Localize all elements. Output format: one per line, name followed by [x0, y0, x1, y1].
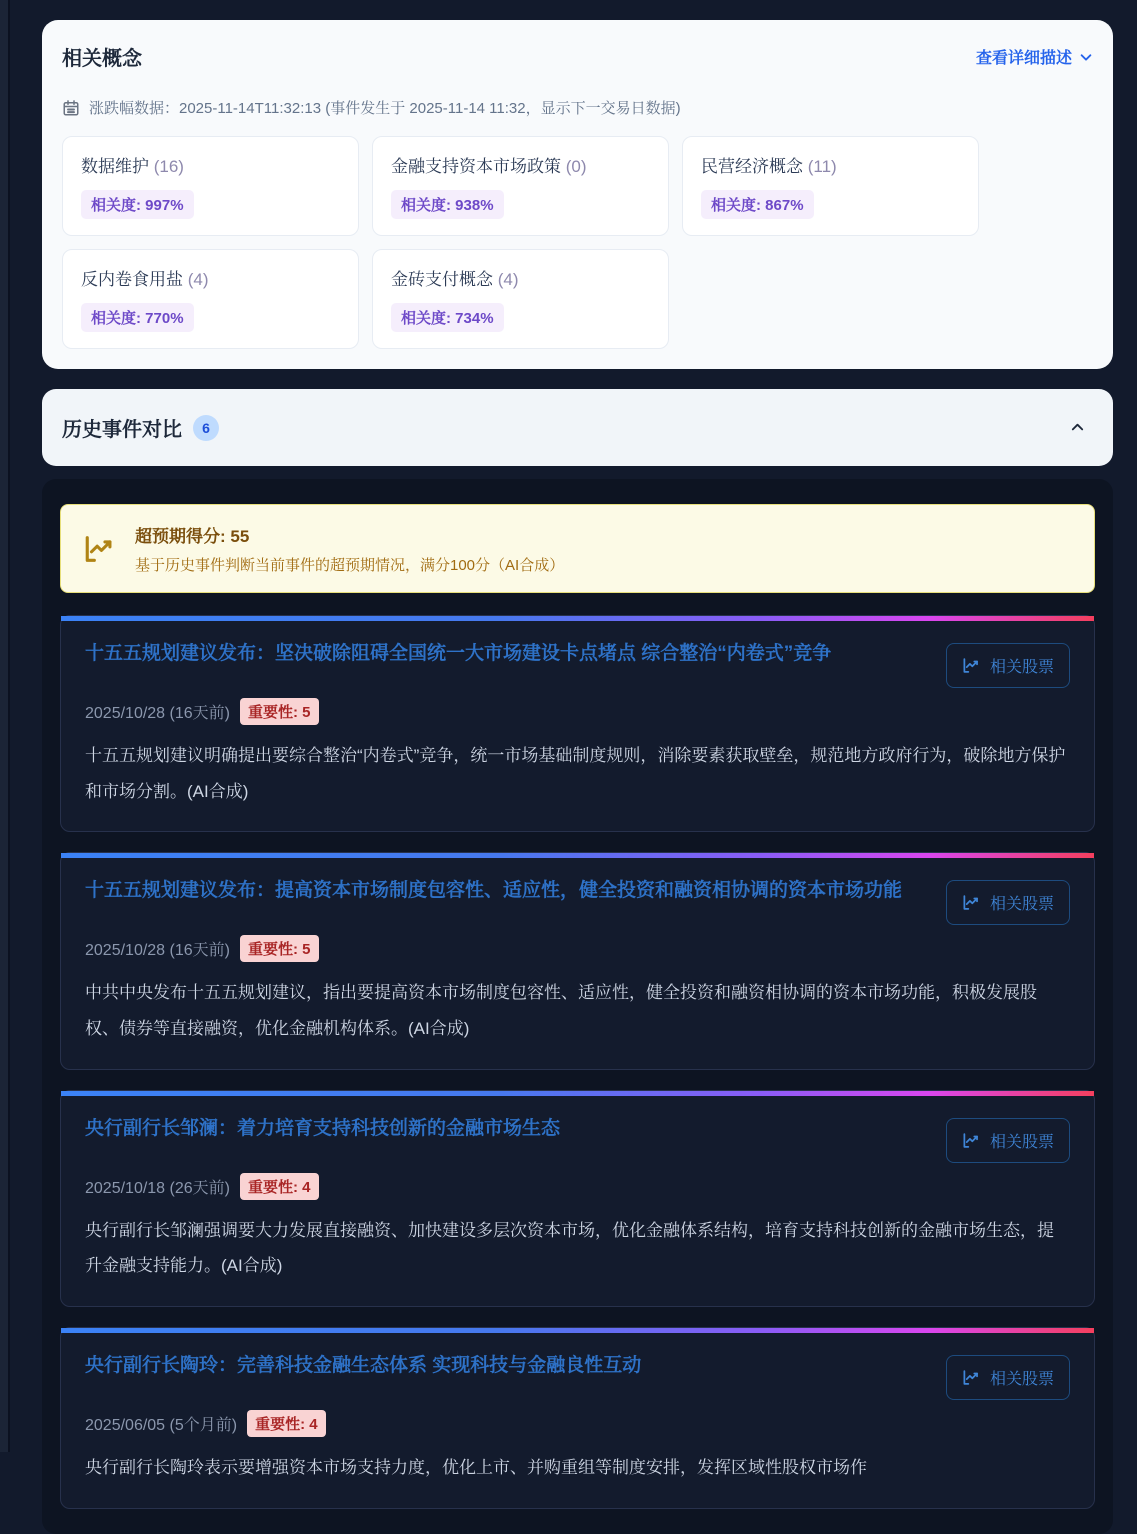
chevron-up-icon[interactable] [1070, 420, 1085, 435]
score-subtitle: 基于历史事件判断当前事件的超预期情况，满分100分（AI合成） [135, 557, 565, 574]
concept-name: 金融支持资本市场政策 [391, 157, 566, 176]
relevance-badge: 相关度: 867% [701, 190, 814, 219]
event-date: 2025/10/28 (16天前) [85, 705, 230, 722]
chart-line-icon [962, 1131, 981, 1150]
main-content [42, 0, 1113, 1534]
related-stocks-button-label: 相关股票 [989, 659, 1054, 676]
history-title: 历史事件对比 [62, 419, 182, 441]
importance-badge: 重要性: 4 [247, 1410, 326, 1437]
concept-count: (16) [153, 157, 184, 176]
importance-badge: 重要性: 4 [240, 1173, 319, 1200]
related-stocks-button[interactable] [946, 1355, 1070, 1400]
event-description: 央行副行长陶玲表示要增强资本市场支持力度，优化上市、并购重组等制度安排，发挥区域性股权市场作 [85, 1458, 867, 1478]
event-description: 中共中央发布十五五规划建议，指出要提高资本市场制度包容性、适应性，健全投资和融资相协调的资本市场功能，积极发展股权、债券等直接融资，优化金融机构体系。(AI合成) [85, 983, 1037, 1039]
concept-name: 数据维护 [81, 157, 154, 176]
related-concepts-title: 相关概念 [62, 48, 142, 70]
relevance-badge: 相关度: 770% [81, 303, 194, 332]
concept-card[interactable] [62, 249, 359, 349]
event-description: 十五五规划建议明确提出要综合整治“内卷式”竞争，统一市场基础制度规则，消除要素获取壁垒，规范地方政府行为，破除地方保护和市场分割。(AI合成) [85, 746, 1066, 801]
history-events-container [42, 479, 1113, 1534]
event-date: 2025/06/05 (5个月前) [85, 1417, 238, 1435]
related-stocks-button[interactable] [946, 880, 1070, 925]
view-detail-link-label: 查看详细描述 [975, 50, 1072, 67]
concept-card[interactable] [372, 136, 669, 236]
concept-name: 反内卷食用盐 [81, 270, 188, 289]
event-date: 2025/10/18 (26天前) [85, 1179, 230, 1197]
event-title[interactable]: 十五五规划建议发布：坚决破除阻碍全国统一大市场建设卡点堵点 综合整治“内卷式”竞争 [85, 643, 832, 664]
related-stocks-button-label: 相关股票 [989, 1133, 1054, 1151]
view-detail-link[interactable] [976, 45, 1093, 68]
chart-line-icon [962, 1368, 981, 1387]
event-description: 央行副行长邹澜强调要大力发展直接融资、加快建设多层次资本市场，优化金融体系结构，培育支持科技创新的金融市场生态，提升金融支持能力。(AI合成) [85, 1220, 1054, 1276]
concept-card[interactable] [372, 249, 669, 349]
relevance-badge: 相关度: 734% [391, 303, 504, 332]
history-count-badge: 6 [193, 415, 219, 441]
event-title[interactable]: 十五五规划建议发布：提高资本市场制度包容性、适应性，健全投资和融资相协调的资本市场功能 [85, 880, 903, 902]
concept-count: (0) [565, 157, 587, 176]
score-title: 超预期得分: 55 [135, 527, 250, 546]
related-stocks-button[interactable] [946, 1118, 1070, 1163]
relevance-badge: 相关度: 938% [391, 190, 504, 219]
event-card [60, 1327, 1095, 1509]
score-box [60, 504, 1095, 593]
concept-count: (4) [187, 270, 209, 289]
related-stocks-button[interactable] [946, 643, 1070, 688]
event-card [60, 852, 1095, 1069]
concept-name: 金砖支付概念 [391, 270, 498, 289]
concept-count: (4) [497, 270, 519, 289]
importance-badge: 重要性: 5 [240, 935, 319, 962]
event-date: 2025/10/28 (16天前) [85, 942, 230, 960]
event-card [60, 615, 1095, 832]
history-section-header[interactable] [42, 389, 1113, 466]
event-title[interactable]: 央行副行长陶玲：完善科技金融生态体系 实现科技与金融良性互动 [85, 1355, 642, 1377]
chart-line-icon [962, 893, 981, 912]
concept-card[interactable] [682, 136, 979, 236]
timestamp-text: 涨跌幅数据：2025-11-14T11:32:13 (事件发生于 2025-11-14 11:32，显示下一交易日数据) [89, 100, 681, 117]
chart-line-icon [962, 656, 981, 675]
concept-name: 民营经济概念 [701, 157, 808, 176]
chevron-down-icon [1079, 50, 1093, 64]
page-left-edge [0, 0, 10, 1452]
related-stocks-button-label: 相关股票 [989, 896, 1054, 914]
calendar-icon [62, 99, 80, 117]
concept-grid [62, 136, 1093, 349]
chart-trend-icon [83, 532, 117, 566]
related-stocks-button-label: 相关股票 [989, 1371, 1054, 1389]
concept-card[interactable] [62, 136, 359, 236]
relevance-badge: 相关度: 997% [81, 190, 194, 219]
importance-badge: 重要性: 5 [240, 698, 319, 725]
concept-count: (11) [807, 157, 837, 176]
related-concepts-card [42, 20, 1113, 369]
event-card [60, 1090, 1095, 1307]
event-title[interactable]: 央行副行长邹澜：着力培育支持科技创新的金融市场生态 [85, 1117, 561, 1139]
